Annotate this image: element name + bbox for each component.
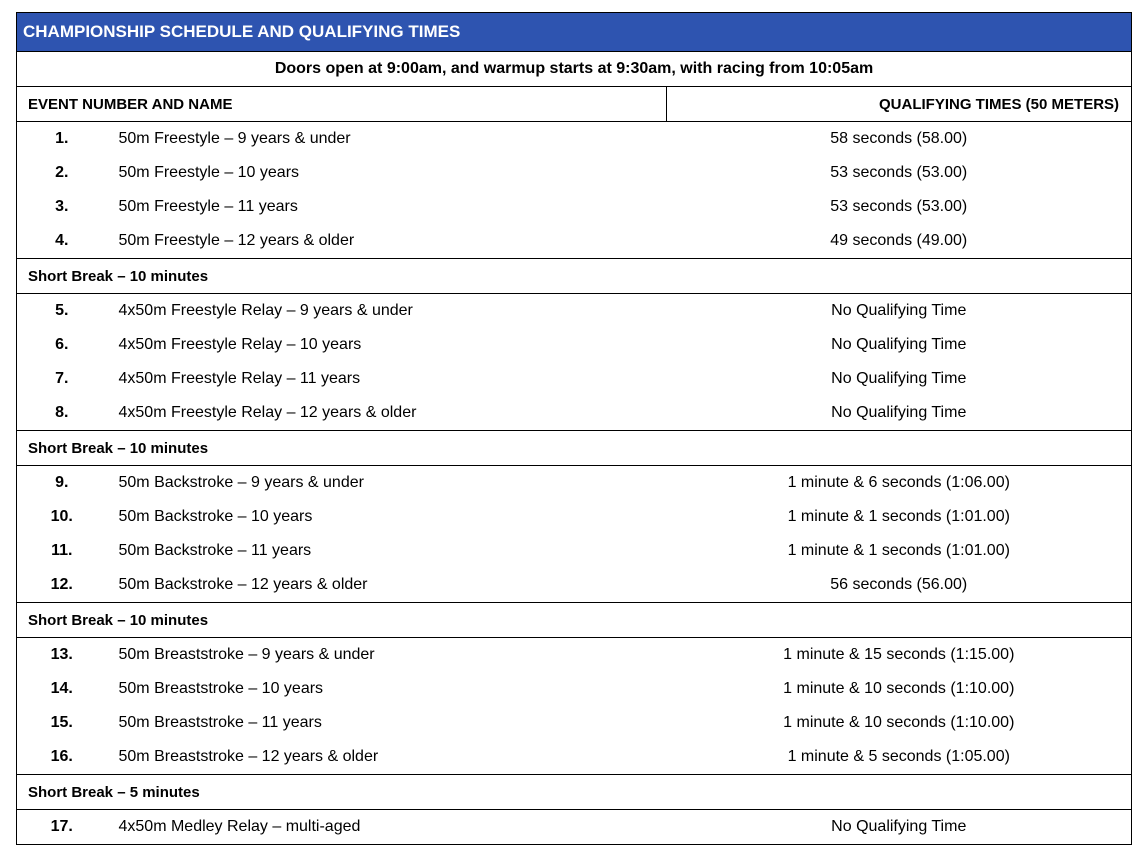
event-row <box>17 810 1132 845</box>
qualifying-time: 53 seconds (53.00) <box>667 156 1132 190</box>
event-number: 3. <box>17 190 107 224</box>
schedule-title-text: CHAMPIONSHIP SCHEDULE AND QUALIFYING TIMES <box>17 22 461 41</box>
qualifying-time: 1 minute & 10 seconds (1:10.00) <box>667 706 1132 740</box>
event-name: 50m Backstroke – 10 years <box>118 508 313 525</box>
event-row <box>17 224 1132 259</box>
event-name: 50m Breaststroke – 11 years <box>118 714 322 731</box>
event-name: 4x50m Freestyle Relay – 10 years <box>118 336 362 353</box>
schedule-title <box>17 13 1132 52</box>
event-name: 50m Breaststroke – 10 years <box>118 680 324 697</box>
qualifying-time: 56 seconds (56.00) <box>667 568 1132 603</box>
event-number: 17. <box>17 810 107 845</box>
event-row <box>17 156 1132 190</box>
event-number: 11. <box>17 534 107 568</box>
qualifying-time: No Qualifying Time <box>667 294 1132 329</box>
break-row <box>17 259 1132 294</box>
event-row <box>17 362 1132 396</box>
schedule-table <box>16 12 1132 845</box>
qualifying-time: No Qualifying Time <box>667 396 1132 431</box>
event-name: 50m Freestyle – 11 years <box>118 198 298 215</box>
event-number: 6. <box>17 328 107 362</box>
break-row <box>17 431 1132 466</box>
break-label: Short Break – 10 minutes <box>17 259 1132 294</box>
event-row <box>17 568 1132 603</box>
event-row <box>17 122 1132 157</box>
break-label: Short Break – 10 minutes <box>17 431 1132 466</box>
event-row <box>17 706 1132 740</box>
event-name: 50m Freestyle – 12 years & older <box>107 224 667 259</box>
event-name: 50m Freestyle – 9 years & under <box>107 122 667 157</box>
event-row <box>17 638 1132 673</box>
break-label: Short Break – 10 minutes <box>17 603 1132 638</box>
event-name: 4x50m Freestyle Relay – 12 years & older <box>107 396 667 431</box>
header-times: QUALIFYING TIMES (50 METERS) <box>667 87 1132 122</box>
event-row <box>17 740 1132 775</box>
event-row <box>17 672 1132 706</box>
event-name: 50m Backstroke – 12 years & older <box>107 568 667 603</box>
qualifying-time: 1 minute & 15 seconds (1:15.00) <box>667 638 1132 673</box>
event-row <box>17 534 1132 568</box>
qualifying-time: 1 minute & 10 seconds (1:10.00) <box>667 672 1132 706</box>
event-number: 14. <box>17 672 107 706</box>
event-number: 5. <box>17 294 107 329</box>
event-number: 9. <box>17 466 107 501</box>
break-label: Short Break – 5 minutes <box>17 775 1132 810</box>
break-row <box>17 775 1132 810</box>
event-number: 12. <box>17 568 107 603</box>
event-number: 8. <box>17 396 107 431</box>
event-row <box>17 294 1132 329</box>
qualifying-time: No Qualifying Time <box>667 362 1132 396</box>
event-number: 10. <box>17 500 107 534</box>
event-name: 4x50m Freestyle Relay – 11 years <box>118 370 361 387</box>
subtitle-row <box>17 52 1132 87</box>
event-name: 50m Backstroke – 9 years & under <box>107 466 667 501</box>
qualifying-time: 1 minute & 5 seconds (1:05.00) <box>667 740 1132 775</box>
event-row <box>17 328 1132 362</box>
event-number: 15. <box>17 706 107 740</box>
qualifying-time: No Qualifying Time <box>667 810 1132 845</box>
event-row <box>17 500 1132 534</box>
event-number: 7. <box>17 362 107 396</box>
event-name: 4x50m Medley Relay – multi-aged <box>107 810 667 845</box>
event-row <box>17 396 1132 431</box>
header-event: EVENT NUMBER AND NAME <box>17 87 667 122</box>
qualifying-time: 49 seconds (49.00) <box>667 224 1132 259</box>
event-name: 4x50m Freestyle Relay – 9 years & under <box>107 294 667 329</box>
event-number: 1. <box>17 122 107 157</box>
header-row <box>17 87 1132 122</box>
qualifying-time: 58 seconds (58.00) <box>667 122 1132 157</box>
event-name: 50m Backstroke – 11 years <box>118 542 312 559</box>
event-number: 2. <box>17 156 107 190</box>
event-name: 50m Breaststroke – 12 years & older <box>107 740 667 775</box>
schedule-body <box>17 13 1132 845</box>
schedule-subtitle: Doors open at 9:00am, and warmup starts at 9:30am, with racing from 10:05am <box>17 52 1132 87</box>
break-row <box>17 603 1132 638</box>
qualifying-time: 1 minute & 1 seconds (1:01.00) <box>667 534 1132 568</box>
event-number: 4. <box>17 224 107 259</box>
event-number: 16. <box>17 740 107 775</box>
event-row <box>17 466 1132 501</box>
qualifying-time: 1 minute & 6 seconds (1:06.00) <box>667 466 1132 501</box>
qualifying-time: 53 seconds (53.00) <box>667 190 1132 224</box>
qualifying-time: No Qualifying Time <box>667 328 1132 362</box>
event-name: 50m Breaststroke – 9 years & under <box>107 638 667 673</box>
event-number: 13. <box>17 638 107 673</box>
event-name: 50m Freestyle – 10 years <box>118 164 300 181</box>
qualifying-time: 1 minute & 1 seconds (1:01.00) <box>667 500 1132 534</box>
event-row <box>17 190 1132 224</box>
title-row <box>17 13 1132 52</box>
